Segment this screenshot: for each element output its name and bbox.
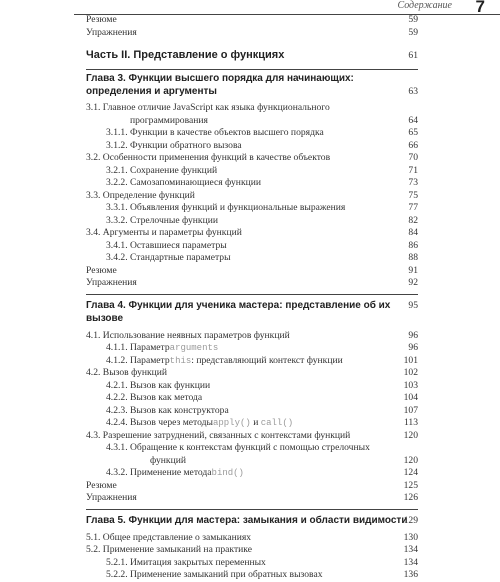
toc-entry[interactable]: 5.1. Общее представление о замыканиях 130: [86, 531, 418, 543]
toc-entry[interactable]: 4.2.4. Вызов через методыapply() и call() 113: [106, 417, 418, 428]
toc-entry[interactable]: 3.2.2. Самозапоминающиеся функции 73: [106, 177, 418, 188]
toc-entry[interactable]: 3.1. Главное отличие JavaScript как языка функционального программирования 64: [86, 102, 418, 126]
toc-entry-summary[interactable]: Резюме 125: [86, 479, 418, 491]
toc-entry-exercises[interactable]: Упражнения 92: [86, 277, 418, 288]
toc-entry[interactable]: 3.4.1. Оставшиеся параметры 86: [106, 239, 418, 251]
toc-entry[interactable]: 4.2.3. Вызов как конструктора 107: [106, 404, 418, 416]
toc-entry[interactable]: 3.4.2. Стандартные параметры 88: [106, 252, 418, 263]
chapter-heading[interactable]: Глава 3. Функции высшего порядка для начинающих: определения и аргументы 63: [86, 73, 418, 97]
toc-entry[interactable]: 4.1. Использование неявных параметров функций 96: [86, 329, 418, 341]
toc-entry[interactable]: 3.1.2. Функции обратного вызова 66: [106, 139, 418, 151]
toc-entry[interactable]: 4.2.2. Вызов как метода 104: [106, 392, 418, 403]
chapter-heading[interactable]: Глава 4. Функции для ученика мастера: представление об их вызове 95: [86, 299, 418, 324]
toc-entry[interactable]: 3.4. Аргументы и параметры функций 84: [86, 227, 418, 238]
toc-entry-summary[interactable]: Резюме 59: [86, 14, 418, 25]
page-number: 7: [475, 0, 485, 16]
table-of-contents: [86, 14, 418, 582]
toc-entry-exercises[interactable]: Упражнения 59: [86, 26, 418, 38]
toc-entry[interactable]: 4.3. Разрешение затруднений, связанных с контекстами функций 120: [86, 429, 418, 441]
toc-entry[interactable]: 3.2. Особенности применения функций в качестве объектов 70: [86, 152, 418, 163]
toc-entry[interactable]: 4.3.2. Применение методаbind() 124: [106, 467, 418, 478]
toc-entry[interactable]: 4.3.1. Обращение к контекстам функций с помощью стрелочных функций 120: [106, 442, 418, 466]
toc-entry[interactable]: 3.3.1. Объявления функций и функциональные выражения 77: [106, 202, 418, 213]
toc-entry-summary[interactable]: Резюме 91: [86, 264, 418, 276]
toc-entry[interactable]: 5.2. Применение замыканий на практике 134: [86, 544, 418, 555]
chapter-heading[interactable]: Глава 5. Функции для мастера: замыкания и области видимости 129: [86, 514, 418, 526]
toc-entry[interactable]: 4.1.2. Параметрthis: представляющий контекст функции 101: [106, 354, 418, 366]
toc-entry[interactable]: 4.1.1. Параметрarguments 96: [106, 342, 418, 353]
toc-entry[interactable]: 3.3.2. Стрелочные функции 82: [106, 214, 418, 226]
toc-entry[interactable]: 5.2.1. Имитация закрытых переменных 134: [106, 556, 418, 568]
toc-entry[interactable]: 3.2.1. Сохранение функций 71: [106, 164, 418, 176]
toc-entry[interactable]: 3.3. Определение функций 75: [86, 189, 418, 201]
toc-entry[interactable]: 4.2. Вызов функций 102: [86, 367, 418, 378]
toc-entry[interactable]: 4.2.1. Вызов как функции 103: [106, 379, 418, 391]
toc-entry[interactable]: 3.1.1. Функции в качестве объектов высшего порядка 65: [106, 127, 418, 138]
toc-entry-exercises[interactable]: Упражнения 126: [86, 492, 418, 503]
part-heading[interactable]: Часть II. Представление о функциях 61: [86, 49, 418, 61]
running-title: Содержание: [397, 0, 452, 11]
toc-entry[interactable]: 5.2.2. Применение замыканий при обратных вызовах 136: [106, 569, 418, 580]
